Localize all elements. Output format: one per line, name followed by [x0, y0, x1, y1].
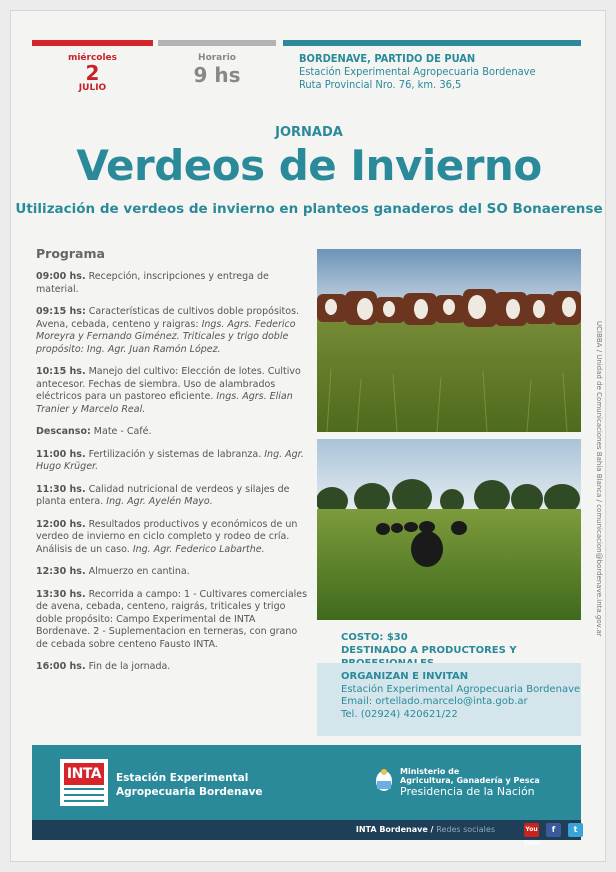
program-item-time: Descanso: [36, 426, 91, 437]
program-item-time: 12:30 hs. [36, 566, 86, 577]
organizers-email[interactable]: Email: ortellado.marcelo@inta.gob.ar [341, 696, 528, 707]
program-item-text: Recepción, inscripciones y entrega de material. [36, 271, 269, 295]
organizers-station: Estación Experimental Agropecuaria Bordenave [341, 683, 581, 695]
social-bar [32, 820, 581, 847]
inta-logo-text: INTA [64, 763, 104, 785]
program-heading: Programa [36, 246, 105, 261]
national-seal-icon [374, 767, 394, 793]
organizers-box [317, 663, 581, 736]
place-bar [283, 40, 581, 46]
ministry-line-2: Agricultura, Ganadería y Pesca [400, 776, 540, 785]
event-place [299, 52, 536, 91]
program-item [36, 271, 309, 296]
program-item [36, 589, 309, 652]
social-separator: / [427, 825, 437, 834]
date-month: JULIO [78, 83, 107, 93]
event-time [158, 53, 276, 87]
place-title: BORDENAVE, PARTIDO DE PUAN [299, 52, 476, 65]
program-item-time: 10:15 hs. [36, 366, 86, 377]
side-credit: UCIBBA / Unidad de Comunicaciones Bahía Blanca / comunicacion@bordenave.inta.gov.ar [595, 321, 603, 637]
program-list [36, 271, 309, 684]
program-item-text: Mate - Café. [90, 426, 152, 437]
twitter-icon[interactable]: t [568, 823, 583, 837]
program-item [36, 661, 309, 674]
station-name [116, 771, 263, 799]
youtube-icon[interactable]: You Tube [524, 823, 539, 837]
program-item-speakers: Ing. Agr. Ayelén Mayo. [106, 496, 213, 507]
event-kicker: JORNADA [275, 125, 343, 140]
date-day-name: miércoles [67, 53, 118, 63]
program-item-speakers: Ing. Agr. Hugo Krüger. [36, 448, 304, 472]
time-bar [158, 40, 276, 46]
footer-band [32, 745, 581, 820]
event-subtitle: Utilización de verdeos de invierno en planteos ganaderos del SO Bonaerense [15, 201, 603, 217]
program-item-time: 11:30 hs. [36, 483, 86, 495]
program-item-text: Resultados productivos y económicos de un verdeo de invierno en ciclo completo y rodeo de cría. Análisis de un caso. [36, 518, 298, 555]
program-item-text: Fertilización y sistemas de labranza. [85, 448, 265, 460]
program-item-text: Características de cultivos doble propósitos. Avena, cebada, centeno y raigras: [36, 306, 300, 330]
audience-line: DESTINADO A PRODUCTORES Y [341, 645, 517, 656]
program-item-text: Fin de la jornada. [85, 661, 171, 672]
program-item [36, 566, 309, 579]
station-name-line-1: Estación Experimental [116, 772, 249, 784]
event-date [32, 53, 153, 93]
organizers-title: ORGANIZAN E INVITAN [341, 671, 469, 682]
program-item-time: 13:30 hs. [36, 588, 86, 600]
presidency-line: Presidencia de la Nación [400, 785, 535, 798]
program-item-text: Calidad nutricional de verdeos y silajes de planta entera. [36, 483, 290, 507]
cost-line: COSTO: $30 [341, 632, 408, 643]
program-item-time: 09:00 hs. [36, 271, 86, 282]
program-item-time: 11:00 hs. [36, 448, 86, 460]
inta-logo [60, 759, 108, 806]
inta-logo-lines [64, 788, 104, 802]
social-account[interactable]: INTA Bordenave [355, 825, 428, 834]
social-label: Redes sociales [436, 825, 495, 834]
ministry-name [400, 767, 540, 796]
program-item [36, 519, 309, 557]
flyer-page [10, 10, 606, 862]
program-item [36, 484, 309, 509]
organizers-phone: Tel. (02924) 420621/22 [341, 708, 458, 720]
program-item-time: 12:00 hs. [36, 518, 86, 530]
program-item-text: Manejo del cultivo: Elección de lotes. Cultivo antecesor. Fechas de siembra. Uso de alambrados eléctricos para un pastoreo eficiente. [36, 366, 301, 402]
social-caption [356, 825, 495, 834]
time-value: 9 hs [193, 63, 241, 87]
event-title: Verdeos de Invierno [76, 141, 542, 190]
time-label: Horario [198, 53, 236, 63]
program-item-speakers: Ings. Agrs. Federico Moreyra y Fernando Giménez. Triticales y trigo doble propósito: Ing. Agr. Juan Ramón López. [36, 318, 296, 355]
program-item-text: Almuerzo en cantina. [85, 566, 190, 577]
program-item-speakers: Ings. Agrs. Elian Tranier y Marcelo Real. [36, 391, 293, 415]
ministry-line-1: Ministerio de [400, 767, 460, 776]
station-name-line-2: Agropecuaria Bordenave [116, 786, 263, 798]
program-item [36, 366, 309, 416]
date-bar [32, 40, 153, 46]
facebook-icon[interactable]: f [546, 823, 561, 837]
program-item-time: 09:15 hs: [36, 306, 86, 317]
place-line-2: Ruta Provincial Nro. 76, km. 36,5 [299, 78, 462, 91]
program-item [36, 449, 309, 474]
date-day-number: 2 [85, 61, 100, 85]
program-item [36, 426, 309, 439]
program-item-speakers: Ing. Agr. Federico Labarthe. [132, 543, 265, 555]
place-line-1: Estación Experimental Agropecuaria Bordenave [299, 65, 536, 78]
pasture-photo [317, 439, 581, 620]
program-item-time: 16:00 hs. [36, 661, 86, 672]
program-item-text: Recorrida a campo: 1 - Cultivares comerciales de avena, cebada, centeno, raigrás, triticales y trigo doble propósito: Campo Experimental de INTA Bordenave. 2 - Suplementacion en terneras, con grano de cebada sobre centeno Fausto INTA. [36, 588, 308, 650]
program-item [36, 306, 309, 356]
cattle-photo [317, 249, 581, 432]
